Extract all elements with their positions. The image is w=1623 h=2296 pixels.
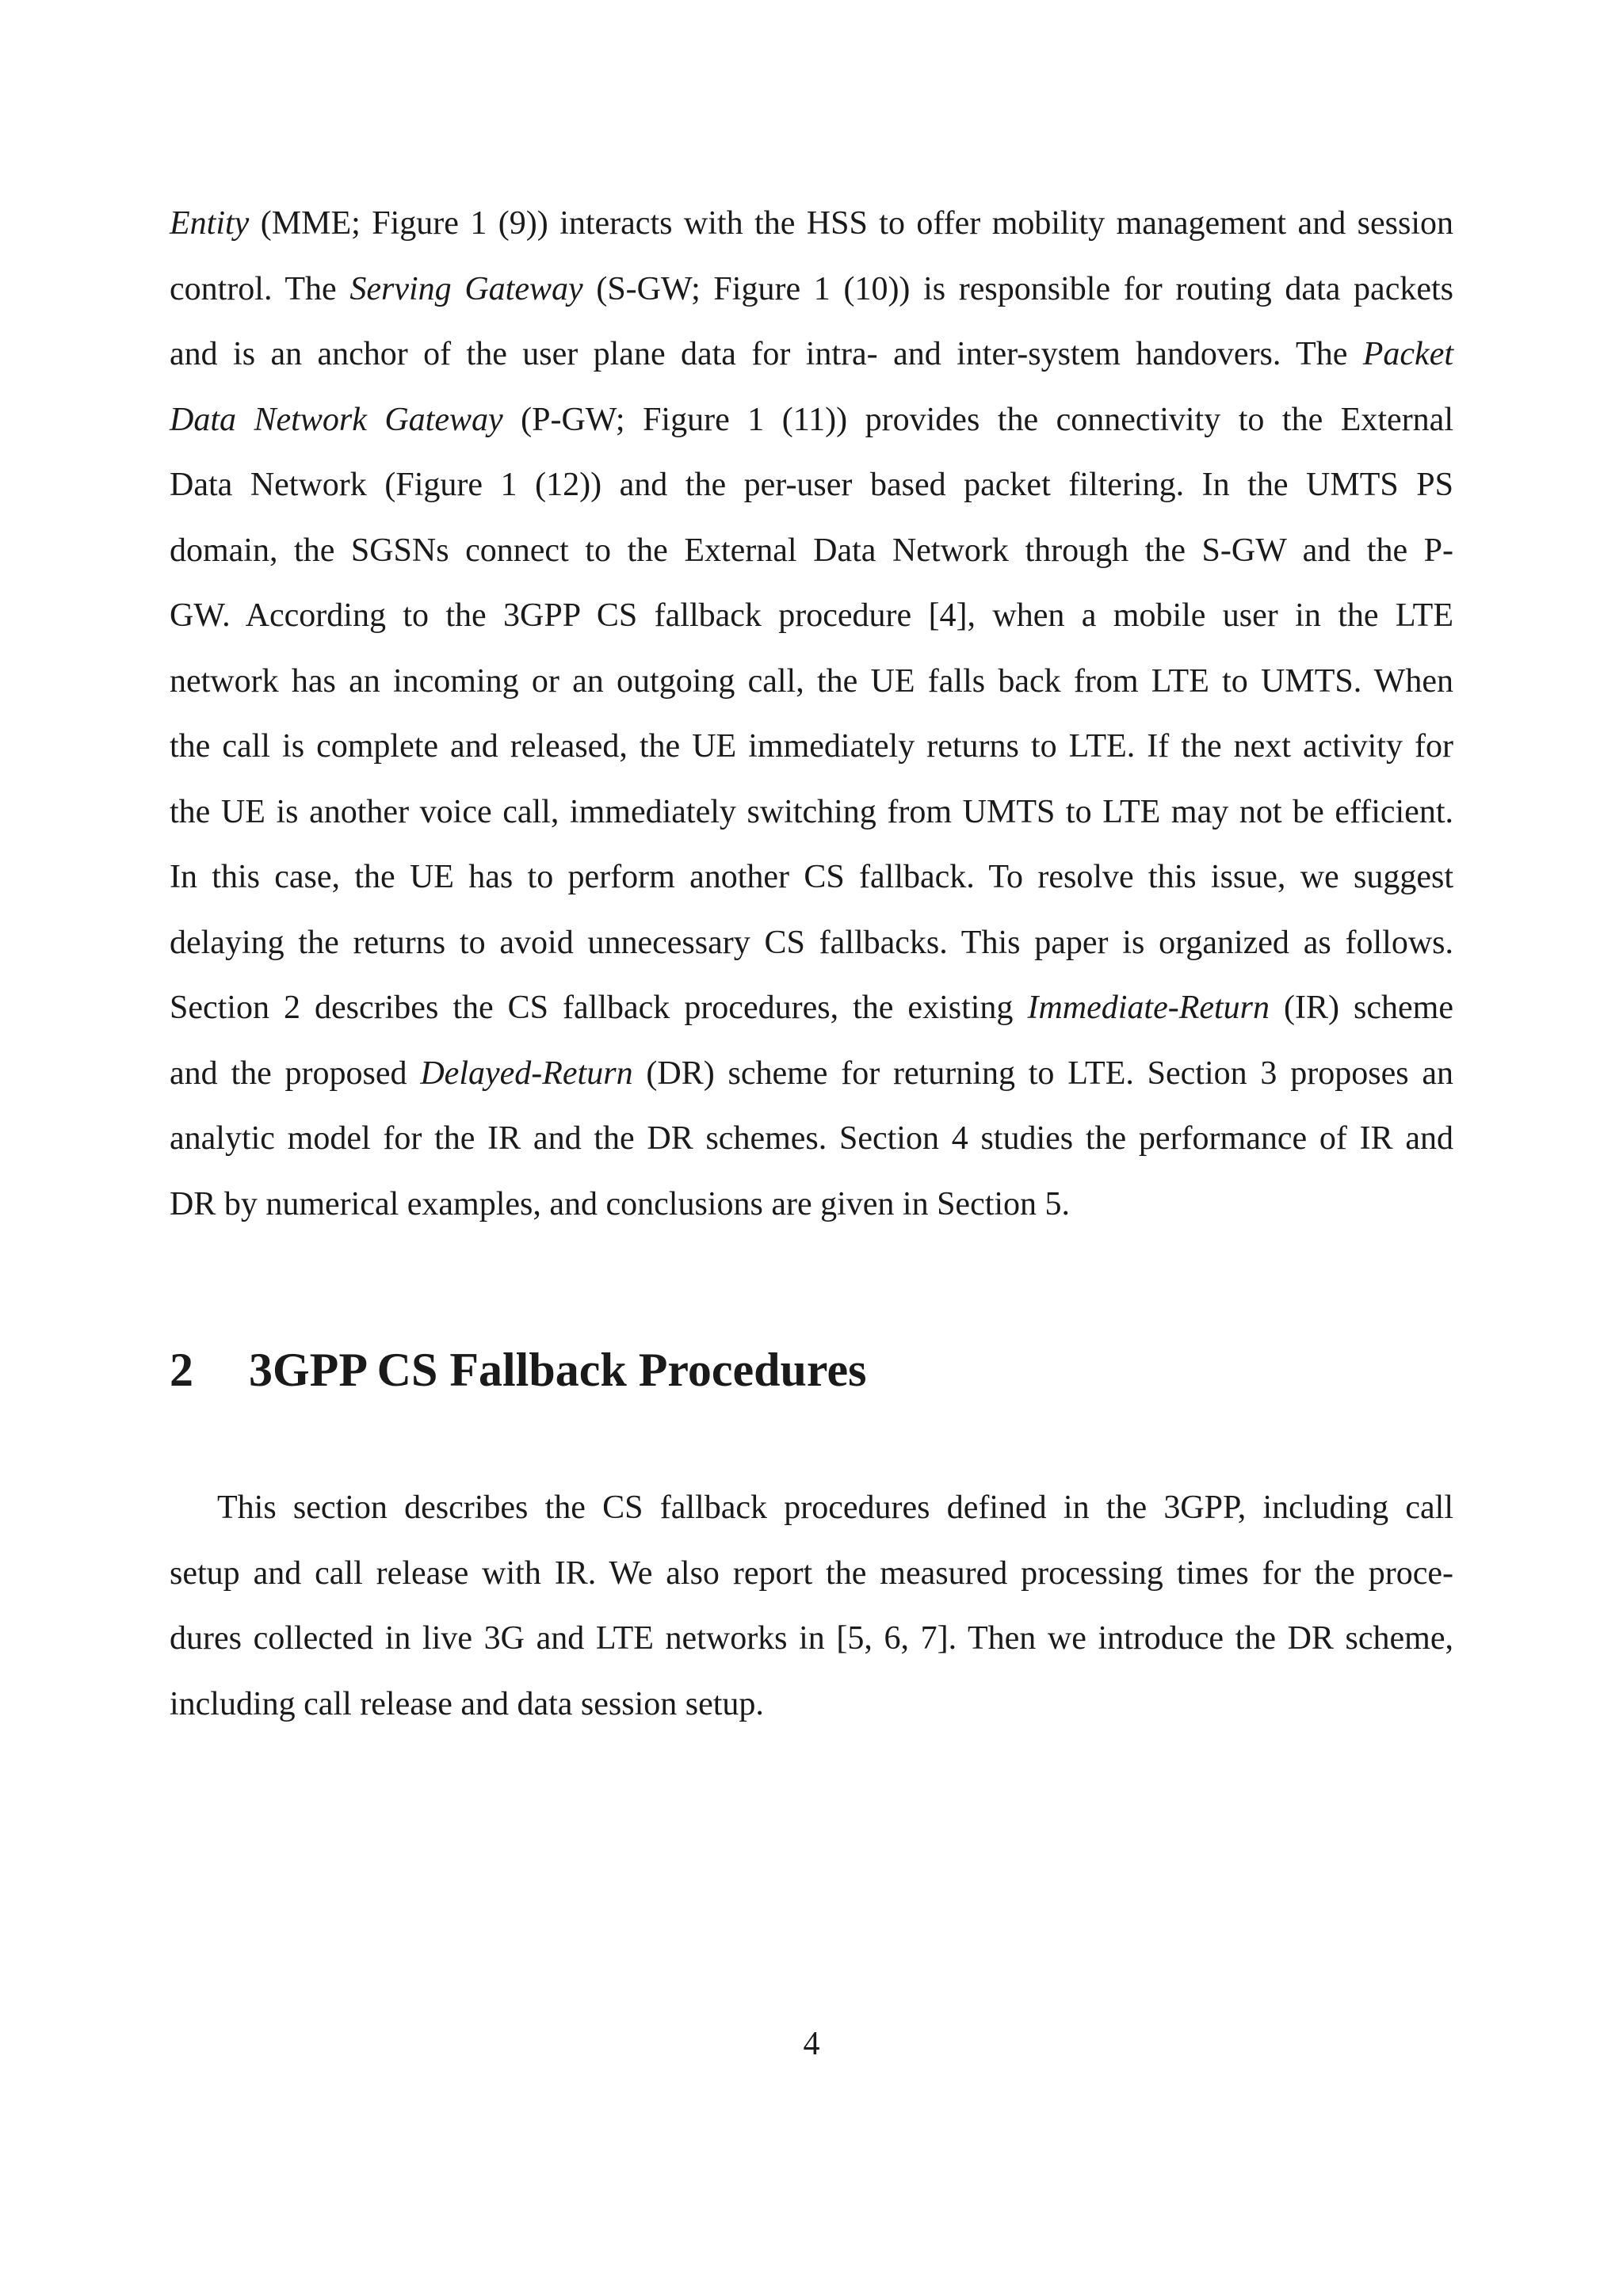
text-run: the UE is another voice call, immediately switching from UMTS to LTE may not be efficient.: [170, 793, 1453, 830]
text-run: including call release and data session setup.: [170, 1685, 764, 1722]
text-run: setup and call release with IR. We also report the measured processing times for the proce-: [170, 1554, 1453, 1592]
text-line: [170, 191, 1453, 257]
italic-term: Delayed-Return: [420, 1055, 633, 1092]
text-run: In this case, the UE has to perform another CS fallback. To resolve this issue, we suggest: [170, 859, 1453, 895]
text-line: [170, 1606, 1453, 1672]
text-line: [170, 387, 1453, 453]
text-line: [170, 322, 1453, 387]
text-line: [170, 257, 1453, 322]
text-line: [170, 1541, 1453, 1607]
section-title: 3GPP CS Fallback Procedures: [249, 1344, 867, 1396]
text-line: [170, 649, 1453, 715]
text-run: domain, the SGSNs connect to the External Data Network through the S-GW and the P-: [170, 532, 1453, 569]
text-line: [170, 518, 1453, 584]
text-line: [170, 1475, 1453, 1541]
text-run: network has an incoming or an outgoing call, the UE falls back from LTE to UMTS. When: [170, 662, 1453, 700]
section-heading: [170, 1343, 866, 1398]
text-run: (P-GW; Figure 1 (11)) provides the connectivity to the External: [502, 401, 1453, 438]
text-line: [170, 714, 1453, 780]
page-number: 4: [803, 2026, 820, 2062]
section-number: 2: [170, 1344, 193, 1396]
text-run: (IR) scheme: [1270, 990, 1453, 1026]
italic-term: Immediate-Return: [1027, 990, 1270, 1026]
text-run: delaying the returns to avoid unnecessary CS fallbacks. This paper is organized as follows.: [170, 924, 1453, 961]
text-line: [170, 1172, 1453, 1238]
body-paragraph-section-intro: [170, 1475, 1453, 1737]
text-run: (MME; Figure 1 (9)) interacts with the HSS to offer mobility management and session: [249, 205, 1453, 242]
text-line: [170, 975, 1453, 1041]
text-run: Section 2 describes the CS fallback procedures, the existing: [170, 990, 1028, 1026]
italic-term: Serving Gateway: [349, 270, 583, 307]
text-run: GW. According to the 3GPP CS fallback procedure [4], when a mobile user in the LTE: [170, 597, 1453, 634]
text-run: (DR) scheme for returning to LTE. Section 3 proposes an: [632, 1055, 1453, 1092]
text-line: [170, 1106, 1453, 1172]
text-run: and the proposed: [170, 1055, 421, 1092]
text-line: [170, 452, 1453, 518]
text-line: [170, 845, 1453, 910]
text-run: the call is complete and released, the UE immediately returns to LTE. If the next activity for: [170, 728, 1453, 765]
text-line: [170, 910, 1453, 976]
text-run: and is an anchor of the user plane data for intra- and inter-system handovers. The: [170, 336, 1363, 372]
text-run: DR by numerical examples, and conclusions are given in Section 5.: [170, 1185, 1071, 1222]
italic-term: Entity: [170, 205, 250, 242]
italic-term: Data Network Gateway: [170, 401, 503, 438]
text-run: Data Network (Figure 1 (12)) and the per-user based packet filtering. In the UMTS PS: [170, 467, 1453, 503]
text-line: [170, 1041, 1453, 1107]
italic-term: Packet: [1362, 336, 1453, 372]
text-run: control. The: [170, 270, 350, 307]
text-run: (S-GW; Figure 1 (10)) is responsible for routing data packets: [582, 270, 1453, 307]
body-paragraph-introduction: [170, 191, 1453, 1237]
text-line: [170, 583, 1453, 649]
text-run: dures collected in live 3G and LTE networks in [5, 6, 7]. Then we introduce the DR scheme,: [170, 1620, 1453, 1657]
text-line: [170, 780, 1453, 845]
text-line: [170, 1672, 1453, 1737]
text-run: This section describes the CS fallback procedures defined in the 3GPP, including call: [217, 1489, 1453, 1526]
text-run: analytic model for the IR and the DR schemes. Section 4 studies the performance of IR and: [170, 1120, 1453, 1157]
